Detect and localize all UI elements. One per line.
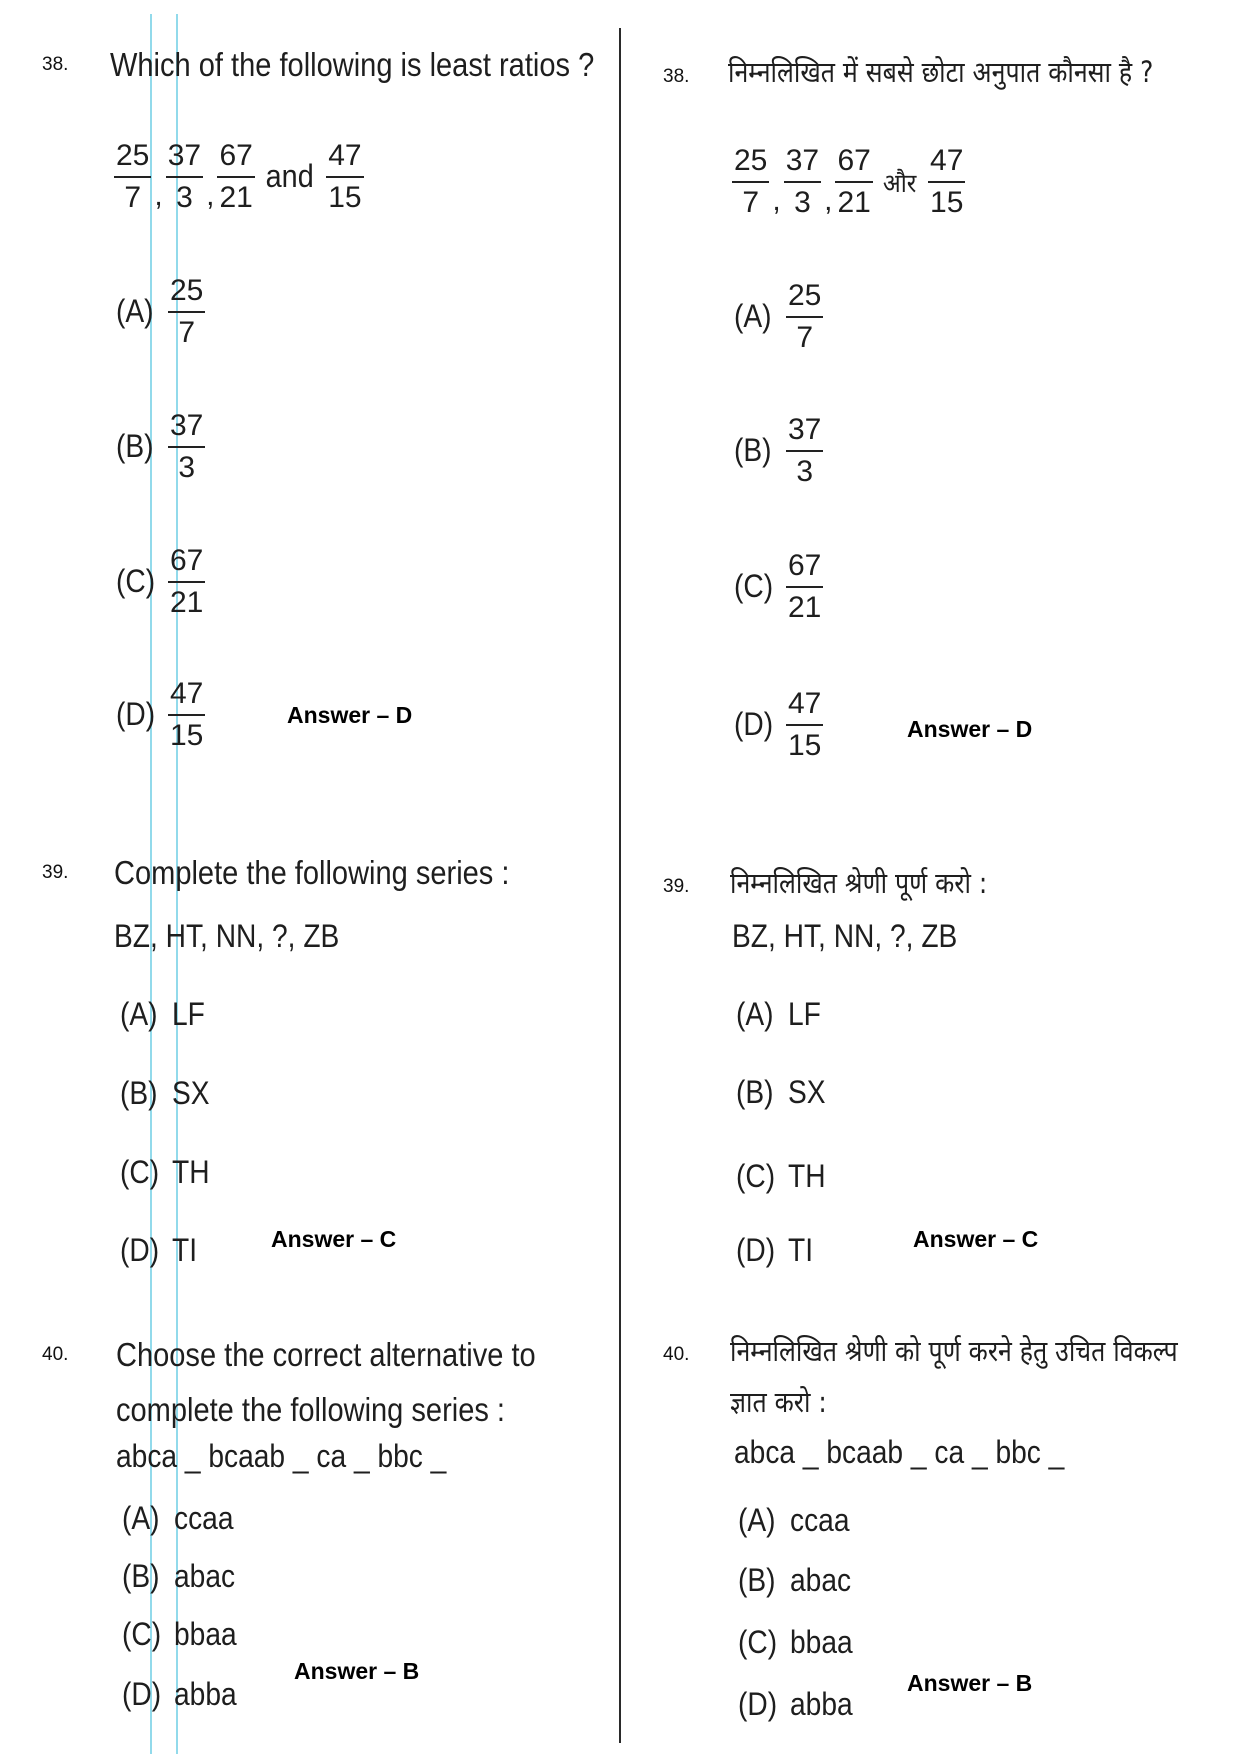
option-c: (C) bbaa — [122, 1616, 237, 1652]
question-stem: Complete the following series : — [114, 854, 510, 891]
series-text: abca _ bcaab _ ca _ bbc _ — [734, 1434, 1065, 1470]
option-c: (C) TH — [736, 1158, 826, 1194]
fraction: $\frac{37}{3}$ — [167, 139, 202, 214]
fraction: $\frac{47}{15}$ — [328, 139, 362, 214]
option-d: (D) abba — [738, 1686, 853, 1722]
option-b: (B) abac — [122, 1558, 236, 1594]
option-c: (C) $\frac{67}{21}$ — [116, 544, 204, 619]
option-d: (D) $\frac{47}{15}$ — [116, 677, 204, 752]
option-c: (C) bbaa — [738, 1624, 853, 1660]
option-b: (B) SX — [120, 1075, 210, 1111]
option-b: (B) abac — [738, 1562, 852, 1598]
question-number: 39. — [663, 876, 690, 897]
question-stem: Which of the following is least ratios ? — [110, 46, 595, 83]
answer-label: Answer – C — [271, 1226, 397, 1252]
series-text: BZ, HT, NN, ?, ZB — [732, 918, 958, 954]
question-number: 39. — [42, 862, 69, 883]
option-d: (D) abba — [122, 1676, 237, 1712]
question-number: 40. — [663, 1344, 690, 1365]
option-b: (B) $\frac{37}{3}$ — [734, 413, 822, 488]
conjunction: और — [882, 168, 917, 199]
answer-label: Answer – C — [913, 1226, 1039, 1252]
english-column — [0, 0, 600, 1754]
question-stem: Choose the correct alternative to — [116, 1336, 536, 1373]
question-number: 38. — [663, 66, 690, 87]
series-text: BZ, HT, NN, ?, ZB — [114, 918, 340, 954]
conjunction: and — [265, 158, 314, 194]
fraction: $\frac{47}{15}$ — [930, 144, 964, 219]
option-b: (B) SX — [736, 1074, 826, 1110]
option-a: (A) ccaa — [738, 1502, 850, 1538]
option-a: (A) $\frac{25}{7}$ — [734, 279, 822, 354]
fraction: $\frac{67}{21}$ — [219, 139, 253, 214]
option-c: (C) $\frac{67}{21}$ — [734, 549, 822, 624]
ratio-list: $\frac{25}{7}$ , $\frac{37}{3}$ , $\frac{67}{21}$ और $\frac{47}{15}$ — [734, 144, 964, 219]
answer-label: Answer – B — [907, 1670, 1033, 1696]
question-stem: निम्नलिखित श्रेणी पूर्ण करो : — [730, 866, 988, 900]
option-b: (B) $\frac{37}{3}$ — [116, 409, 204, 484]
question-stem: complete the following series : — [116, 1391, 506, 1428]
option-d: (D) $\frac{47}{15}$ — [734, 687, 822, 762]
fraction: $\frac{37}{3}$ — [785, 144, 820, 219]
option-d: (D) TI — [736, 1232, 814, 1268]
question-number: 38. — [42, 54, 69, 75]
option-a: (A) $\frac{25}{7}$ — [116, 274, 204, 349]
series-text: abca _ bcaab _ ca _ bbc _ — [116, 1438, 447, 1474]
ratio-list: $\frac{25}{7}$ , $\frac{37}{3}$ , $\frac{67}{21}$ and $\frac{47}{15}$ — [116, 139, 362, 214]
option-a: (A) ccaa — [122, 1500, 234, 1536]
question-stem: निम्नलिखित में सबसे छोटा अनुपात कौनसा है ? — [728, 55, 1154, 89]
fraction: $\frac{25}{7}$ — [734, 144, 768, 219]
answer-label: Answer – D — [907, 716, 1033, 742]
option-d: (D) TI — [120, 1232, 198, 1268]
fraction: $\frac{25}{7}$ — [116, 139, 150, 214]
question-stem: निम्नलिखित श्रेणी को पूर्ण करने हेतु उचित विकल्प — [730, 1334, 1178, 1368]
question-stem: ज्ञात करो : — [730, 1385, 827, 1419]
option-c: (C) TH — [120, 1154, 210, 1190]
fraction: $\frac{67}{21}$ — [837, 144, 871, 219]
answer-label: Answer – D — [287, 702, 413, 728]
option-a: (A) LF — [736, 996, 821, 1032]
question-number: 40. — [42, 1344, 69, 1365]
option-a: (A) LF — [120, 996, 205, 1032]
answer-label: Answer – B — [294, 1658, 420, 1684]
hindi-column — [620, 0, 1220, 1754]
